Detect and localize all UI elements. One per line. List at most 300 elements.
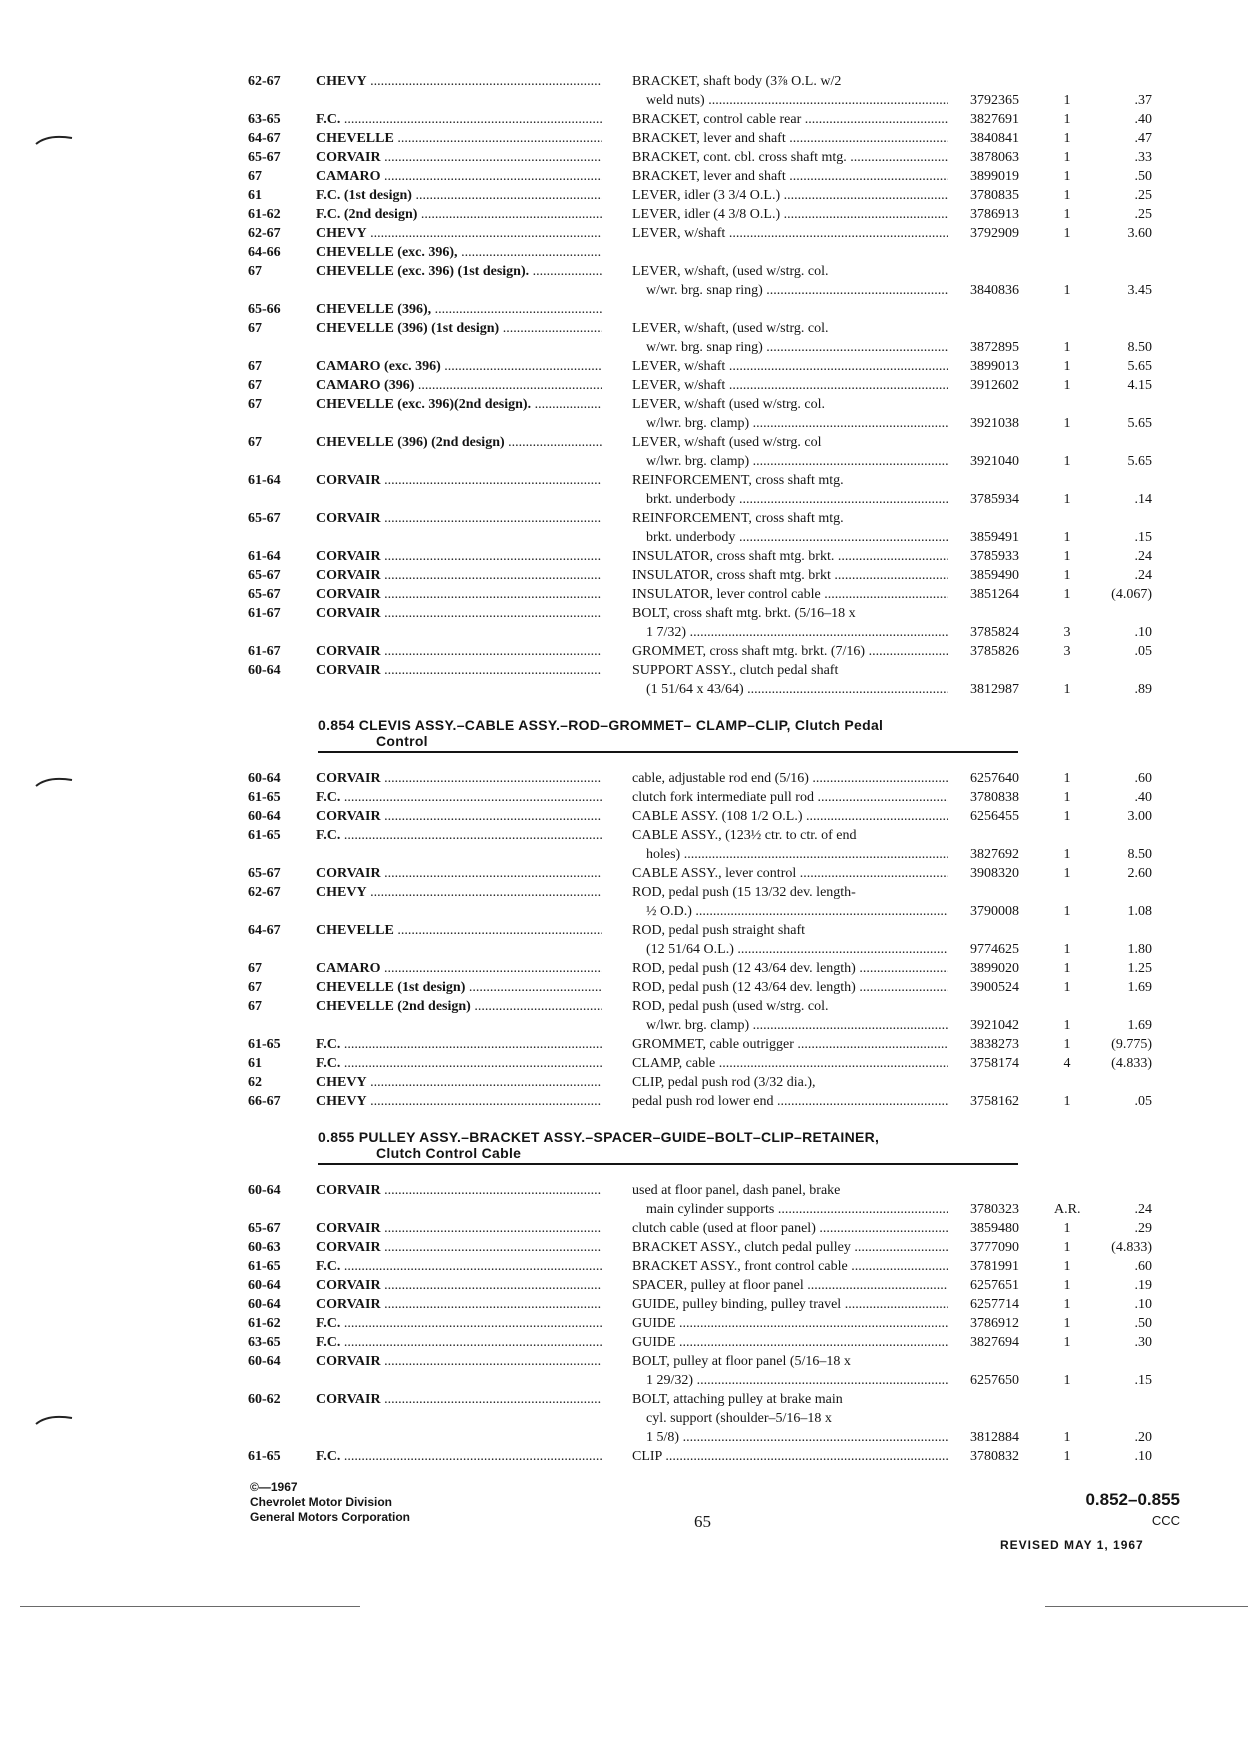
part-description: BRACKET, cont. cbl. cross shaft mtg. ..... [632,148,948,167]
part-description: ROD, pedal push (12 43/64 dev. length) ..... [632,959,948,978]
year-range: 65-67 [248,866,281,881]
part-description: SUPPORT ASSY., clutch pedal shaft [632,663,839,678]
model-name: CORVAIR ..... [316,1352,602,1371]
row-line [248,129,1152,148]
row-line [248,680,1152,699]
parts-row [248,471,1152,509]
parts-row [248,997,1152,1035]
quantity: 1 [1063,809,1071,824]
part-number: 6256455 [970,809,1019,824]
year-range: 61 [248,188,262,203]
year-range: 60-64 [248,771,281,786]
year-range: 61-62 [248,207,281,222]
part-description: BRACKET, control cable rear ..... [632,110,948,129]
division-name: Chevrolet Motor Division [250,1495,393,1509]
year-range: 62-67 [248,74,281,89]
year-range: 62-67 [248,885,281,900]
quantity: 1 [1063,169,1071,184]
part-number: 3878063 [970,150,1019,165]
year-range: 60-62 [248,1392,281,1407]
quantity: 1 [1063,1240,1071,1255]
parts-row [248,1314,1152,1333]
model-name: CORVAIR ..... [316,509,602,528]
row-line [248,395,1148,414]
price: .50 [1134,1316,1152,1331]
quantity: A.R. [1054,1202,1081,1217]
quantity: 1 [1063,549,1071,564]
quantity: 1 [1063,454,1071,469]
year-range: 67 [248,980,262,995]
year-range: 61-67 [248,606,281,621]
part-description: REINFORCEMENT, cross shaft mtg. [632,473,844,488]
part-description: LEVER, idler (4 3/8 O.L.) ..... [632,205,948,224]
model-name: CHEVELLE (1st design) ..... [316,978,602,997]
row-line [248,1200,1152,1219]
price: .20 [1134,1430,1152,1445]
part-number: 3827692 [970,847,1019,862]
price: 5.65 [1127,359,1152,374]
quantity: 1 [1063,1259,1071,1274]
part-number: 6257650 [970,1373,1019,1388]
price: 3.60 [1127,226,1152,241]
row-line [248,433,1148,452]
parts-row [248,186,1152,205]
parts-row [248,262,1152,300]
model-name: CHEVELLE (exc. 396) (1st design). ..... [316,262,602,281]
part-description: cable, adjustable rod end (5/16) ..... [632,769,948,788]
year-range: 64-67 [248,923,281,938]
quantity: 3 [1063,625,1071,640]
part-description: GUIDE ..... [632,1333,948,1352]
part-number: 3859491 [970,530,1019,545]
parts-row [248,769,1152,788]
quantity: 1 [1063,188,1071,203]
parts-row [248,1073,1148,1092]
quantity: 1 [1063,1316,1071,1331]
parts-row [248,566,1152,585]
price: .05 [1134,644,1152,659]
part-number: 3786912 [970,1316,1019,1331]
quantity: 1 [1063,980,1071,995]
model-name: CORVAIR ..... [316,1219,602,1238]
year-range: 62-67 [248,226,281,241]
model-name: CORVAIR ..... [316,661,602,680]
model-name: CORVAIR ..... [316,585,602,604]
year-range: 60-64 [248,1354,281,1369]
row-line [248,1092,1152,1111]
parts-row [248,129,1152,148]
part-description: BRACKET ASSY., front control cable ..... [632,1257,948,1276]
price: .15 [1134,1373,1152,1388]
section-title: 0.855 PULLEY ASSY.–BRACKET ASSY.–SPACER–GUIDE–BOLT–CLIP–RETAINER, [318,1129,880,1145]
price: .10 [1134,625,1152,640]
price: .40 [1134,112,1152,127]
model-name: CORVAIR ..... [316,471,602,490]
row-line [248,807,1152,826]
part-description: clutch fork intermediate pull rod ..... [632,788,948,807]
quantity: 1 [1063,207,1071,222]
price: .30 [1134,1335,1152,1350]
parts-row [248,1352,1152,1390]
row-line [248,1219,1152,1238]
model-name: F.C. ..... [316,826,602,845]
quantity: 1 [1063,530,1071,545]
quantity: 1 [1063,492,1071,507]
part-description: INSULATOR, lever control cable ..... [632,585,948,604]
model-name: CHEVELLE (396), ..... [316,300,602,319]
part-description: main cylinder supports ..... [632,1200,948,1219]
model-name: F.C. ..... [316,788,602,807]
year-range: 60-64 [248,663,281,678]
quantity: 1 [1063,568,1071,583]
section-subtitle: Control [376,733,428,749]
year-range: 63-65 [248,112,281,127]
row-line [248,319,1148,338]
price: 3.00 [1127,809,1152,824]
row-line [248,1352,1148,1371]
part-number: 6257640 [970,771,1019,786]
parts-row [248,921,1152,959]
year-range: 62 [248,1075,262,1090]
price: .29 [1134,1221,1152,1236]
parts-row [248,509,1152,547]
row-line [248,528,1152,547]
quantity: 1 [1063,340,1071,355]
row-line [248,1181,1148,1200]
row-line [248,566,1152,585]
year-range: 65-67 [248,150,281,165]
quantity: 1 [1063,847,1071,862]
part-description: BOLT, cross shaft mtg. brkt. (5/16–18 x [632,606,856,621]
parts-row [248,604,1152,642]
part-description: CLIP ..... [632,1447,948,1466]
parts-row [248,319,1152,357]
quantity: 1 [1063,1335,1071,1350]
parts-row [248,300,1148,319]
row-line [248,604,1148,623]
model-name: CORVAIR ..... [316,148,602,167]
price: (4.067) [1111,587,1152,602]
catalog-code: CCC [1151,1513,1180,1528]
parts-row [248,978,1152,997]
part-number: 3899019 [970,169,1019,184]
price: 8.50 [1127,340,1152,355]
row-line [248,376,1152,395]
part-description: INSULATOR, cross shaft mtg. brkt. ..... [632,547,948,566]
part-description: LEVER, w/shaft ..... [632,224,948,243]
quantity: 1 [1063,1037,1071,1052]
price: .60 [1134,1259,1152,1274]
parts-row [248,547,1152,566]
row-line [248,281,1152,300]
part-number: 3785934 [970,492,1019,507]
quantity: 1 [1063,790,1071,805]
part-number: 9774625 [970,942,1019,957]
page-edge-line [20,1606,360,1607]
quantity: 1 [1063,378,1071,393]
row-line [248,471,1148,490]
year-range: 64-67 [248,131,281,146]
parts-row [248,1035,1152,1054]
model-name: CORVAIR ..... [316,864,602,883]
model-name: CHEVELLE (396) (1st design) ..... [316,319,602,338]
quantity: 3 [1063,644,1071,659]
row-line [248,148,1152,167]
parts-row [248,1295,1152,1314]
row-line [248,1409,1148,1428]
parts-row [248,1447,1152,1466]
quantity: 1 [1063,1373,1071,1388]
parts-row [248,1054,1152,1073]
year-range: 67 [248,378,262,393]
part-description: weld nuts) ..... [632,91,948,110]
model-name: F.C. ..... [316,1314,602,1333]
row-line [248,623,1152,642]
year-range: 60-64 [248,1278,281,1293]
part-description: ROD, pedal push straight shaft [632,923,806,938]
year-range: 65-67 [248,511,281,526]
price: 5.65 [1127,416,1152,431]
parts-row [248,110,1152,129]
row-line [248,1371,1152,1390]
price: .47 [1134,131,1152,146]
row-line [248,788,1152,807]
part-number: 3827694 [970,1335,1019,1350]
part-number: 3908320 [970,866,1019,881]
part-number: 3786913 [970,207,1019,222]
model-name: CAMARO ..... [316,167,602,186]
part-number: 3851264 [970,587,1019,602]
price: (4.833) [1111,1240,1152,1255]
section-range: 0.852–0.855 [1085,1490,1180,1509]
price: .40 [1134,790,1152,805]
row-line [248,959,1152,978]
model-name: CHEVELLE (exc. 396), ..... [316,243,602,262]
row-line [248,91,1152,110]
parts-row [248,826,1152,864]
model-name: CAMARO ..... [316,959,602,978]
parts-row [248,224,1152,243]
quantity: 1 [1063,1221,1071,1236]
model-name: CORVAIR ..... [316,1276,602,1295]
model-name: CHEVELLE (2nd design) ..... [316,997,602,1016]
year-range: 61-64 [248,473,281,488]
model-name: CORVAIR ..... [316,769,602,788]
price: .10 [1134,1449,1152,1464]
row-line [248,262,1148,281]
year-range: 61-65 [248,828,281,843]
price: 3.45 [1127,283,1152,298]
part-number: 3780323 [970,1202,1019,1217]
row-line [248,490,1152,509]
part-number: 3758174 [970,1056,1019,1071]
section-subtitle: Clutch Control Cable [376,1145,522,1161]
model-name: CORVAIR ..... [316,1390,602,1409]
year-range: 60-63 [248,1240,281,1255]
row-line [248,661,1148,680]
parts-row [248,357,1152,376]
row-line [248,1035,1152,1054]
part-description: BRACKET, lever and shaft ..... [632,129,948,148]
row-line [248,1447,1152,1466]
part-number: 3785824 [970,625,1019,640]
row-line [248,1073,1148,1092]
row-line [248,826,1148,845]
model-name: F.C. ..... [316,1447,602,1466]
part-number: 3912602 [970,378,1019,393]
part-number: 6257651 [970,1278,1019,1293]
parts-row [248,585,1152,604]
quantity: 1 [1063,904,1071,919]
price: .33 [1134,150,1152,165]
section-heading [318,1129,1018,1161]
part-description: cyl. support (shoulder–5/16–18 x [646,1411,832,1426]
row-line [248,338,1152,357]
part-number: 3790008 [970,904,1019,919]
price: .14 [1134,492,1152,507]
year-range: 67 [248,397,262,412]
part-number: 3792365 [970,93,1019,108]
part-number: 3921038 [970,416,1019,431]
year-range: 66-67 [248,1094,281,1109]
model-name: CHEVELLE (exc. 396)(2nd design). ..... [316,395,602,414]
model-name: F.C. ..... [316,1054,602,1073]
row-line [248,414,1152,433]
parts-row [248,167,1152,186]
model-name: CHEVELLE ..... [316,129,602,148]
part-description: w/wr. brg. snap ring) ..... [632,338,948,357]
part-description: REINFORCEMENT, cross shaft mtg. [632,511,844,526]
row-line [248,243,1148,262]
row-line [248,1276,1152,1295]
part-description: 1 5/8) ..... [632,1428,948,1447]
row-line [248,452,1152,471]
part-description: GUIDE ..... [632,1314,948,1333]
part-description: w/lwr. brg. clamp) ..... [632,1016,948,1035]
row-line [248,186,1152,205]
part-description: ROD, pedal push (used w/strg. col. [632,999,829,1014]
part-number: 3899020 [970,961,1019,976]
part-description: CABLE ASSY., lever control ..... [632,864,948,883]
part-number: 3812884 [970,1430,1019,1445]
quantity: 1 [1063,1094,1071,1109]
quantity: 1 [1063,1297,1071,1312]
part-description: w/wr. brg. snap ring) ..... [632,281,948,300]
price: 8.50 [1127,847,1152,862]
part-description: BOLT, attaching pulley at brake main [632,1392,843,1407]
part-number: 3812987 [970,682,1019,697]
part-description: LEVER, w/shaft (used w/strg. col [632,435,822,450]
year-range: 67 [248,321,262,336]
parts-row [248,205,1152,224]
quantity: 1 [1063,1449,1071,1464]
row-line [248,921,1148,940]
part-description: CLAMP, cable ..... [632,1054,948,1073]
part-number: 3792909 [970,226,1019,241]
model-name: CORVAIR ..... [316,547,602,566]
price: .50 [1134,169,1152,184]
parts-row [248,243,1148,262]
model-name: F.C. (1st design) ..... [316,186,602,205]
row-line [248,547,1152,566]
quantity: 1 [1063,1018,1071,1033]
section-rule [318,1163,1018,1165]
quantity: 1 [1063,359,1071,374]
part-number: 3780838 [970,790,1019,805]
part-description: w/lwr. brg. clamp) ..... [632,414,948,433]
price: .25 [1134,207,1152,222]
year-range: 60-64 [248,809,281,824]
parts-row [248,807,1152,826]
model-name: F.C. ..... [316,1035,602,1054]
model-name: CORVAIR ..... [316,1295,602,1314]
quantity: 1 [1063,416,1071,431]
model-name: CHEVY ..... [316,1092,602,1111]
part-description: LEVER, w/shaft ..... [632,376,948,395]
row-line [248,902,1152,921]
price: 5.65 [1127,454,1152,469]
part-number: 3899013 [970,359,1019,374]
parts-row [248,1092,1152,1111]
row-line [248,167,1152,186]
price: (9.775) [1111,1037,1152,1052]
row-line [248,300,1148,319]
model-name: CHEVY ..... [316,883,602,902]
row-line [248,997,1148,1016]
row-line [248,205,1152,224]
price: 1.69 [1127,1018,1152,1033]
part-description: BRACKET, lever and shaft ..... [632,167,948,186]
parts-row [248,883,1152,921]
price: .15 [1134,530,1152,545]
part-number: 3872895 [970,340,1019,355]
price: .89 [1134,682,1152,697]
parts-row [248,1238,1152,1257]
part-description: CABLE ASSY. (108 1/2 O.L.) ..... [632,807,948,826]
parts-row [248,1390,1152,1447]
row-line [248,940,1152,959]
part-description: LEVER, w/shaft, (used w/strg. col. [632,264,829,279]
row-line [248,585,1152,604]
publisher-block [250,1480,410,1525]
corporation-name: General Motors Corporation [250,1510,411,1524]
part-description: INSULATOR, cross shaft mtg. brkt ..... [632,566,948,585]
parts-catalog [248,72,1152,1466]
part-description: w/lwr. brg. clamp) ..... [632,452,948,471]
part-description: LEVER, w/shaft, (used w/strg. col. [632,321,829,336]
row-line [248,357,1152,376]
model-name: CHEVY ..... [316,224,602,243]
part-number: 3785933 [970,549,1019,564]
parts-row [248,864,1152,883]
row-line [248,1428,1152,1447]
year-range: 67 [248,999,262,1014]
model-name: CORVAIR ..... [316,604,602,623]
part-number: 3780832 [970,1449,1019,1464]
page-number: 65 [694,1512,711,1531]
row-line [248,845,1152,864]
model-name: F.C. ..... [316,110,602,129]
part-number: 3859490 [970,568,1019,583]
part-description: BRACKET ASSY., clutch pedal pulley ..... [632,1238,948,1257]
quantity: 1 [1063,682,1071,697]
part-description: ROD, pedal push (12 43/64 dev. length) ..... [632,978,948,997]
part-description: ROD, pedal push (15 13/32 dev. length- [632,885,856,900]
row-line [248,1314,1152,1333]
parts-row [248,148,1152,167]
row-line [248,1295,1152,1314]
quantity: 1 [1063,1430,1071,1445]
